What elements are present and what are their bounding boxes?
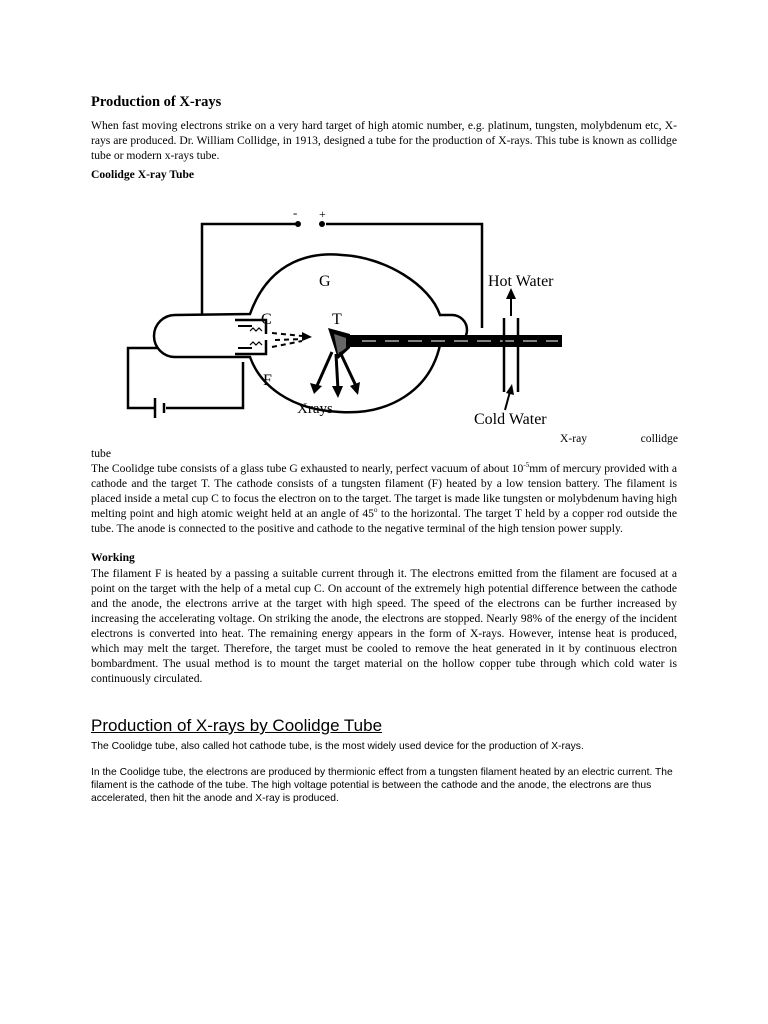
label-xrays: Xrays — [297, 401, 333, 417]
terminal-negative — [295, 221, 301, 227]
section-title: Production of X-rays — [91, 94, 222, 110]
section2-paragraph-1: The Coolidge tube, also called hot cathode tube, is the most widely used device for the production of X-rays. — [91, 741, 584, 752]
plus-label: + — [319, 207, 326, 221]
label-c: C — [261, 311, 272, 328]
description-paragraph — [91, 461, 677, 536]
exponent: -5 — [523, 461, 530, 470]
label-f: F — [263, 372, 272, 389]
intro-paragraph: When fast moving electrons strike on a very hard target of high atomic number, e.g. platinum, tungsten, molybdenum etc, X-rays are produced. Dr. William Collidge, in 1913, designed a tube for the production of X-rays. This tube is known as collidge tube or modern x-rays tube. — [91, 119, 677, 162]
section2-paragraph-2: In the Coolidge tube, the electrons are produced by thermionic effect from a tungsten filament heated by an electric current. The filament is the cathode of the tube. The high voltage potential is between the cathode and the anode, the electrons are thus accelerated, then hit the anode and X-ray is produced. — [91, 767, 673, 804]
xray-arrow-2 — [336, 354, 338, 390]
degree-symbol: o — [373, 506, 378, 515]
description-text-2: mm of mercury provided with a cathode and the target T. The cathode consists of a tungsten filament (F) heated by a low tension battery. The filament is placed inside a metal cup C to focus the electron on to the target. The target is made like tungsten or molybdenum having high melting point and high atomic weight held at an angle of 45 — [91, 462, 678, 520]
description-text-1: The Coolidge tube consists of a glass tube G exhausted to nearly, perfect vacuum of about 10 — [91, 462, 524, 475]
figure-caption-continued: tube — [91, 447, 111, 460]
terminal-positive — [319, 221, 325, 227]
subsection-title: Coolidge X-ray Tube — [91, 168, 195, 181]
coolidge-tube-diagram — [100, 200, 580, 440]
water-pipe — [504, 318, 518, 392]
section2-title: Production of X-rays by Coolidge Tube — [91, 716, 383, 735]
battery-wire-right — [166, 362, 243, 408]
description-text-3: to the horizontal. The target T held by a copper rod outside the tube. The anode is connected to the positive and cathode to the negative terminal of the high tension power supply. — [91, 507, 677, 535]
working-paragraph: The filament F is heated by a passing a suitable current through it. The electrons emitted from the filament are focused at a point on the target with the help of a metal cup C. On account of the extremely high potential difference between the cathode and the anode, the electrons arrive at the target with high speed. The speed of the electrons can be further increased by increasing the accelerating voltage. On striking the anode, the electrons are stopped. Nearly 98% of the energy of the incident electrons is converted into heat. The remaining energy appears in the form of X-rays. However, intense heat is produced, which may melt the target. Therefore, the target must be cooled to remove the heat generated in it by continuous electron bombardment. The usual method is to mount the target material on the hollow copper tube through which cold water is continuously circulated. — [91, 567, 677, 685]
label-hot-water: Hot Water — [488, 273, 554, 290]
figure-caption: X-ray collidge — [560, 432, 678, 445]
label-g: G — [319, 273, 331, 290]
label-t: T — [332, 311, 342, 328]
minus-label: - — [293, 205, 298, 220]
label-cold-water: Cold Water — [474, 411, 547, 428]
working-heading: Working — [91, 551, 135, 564]
